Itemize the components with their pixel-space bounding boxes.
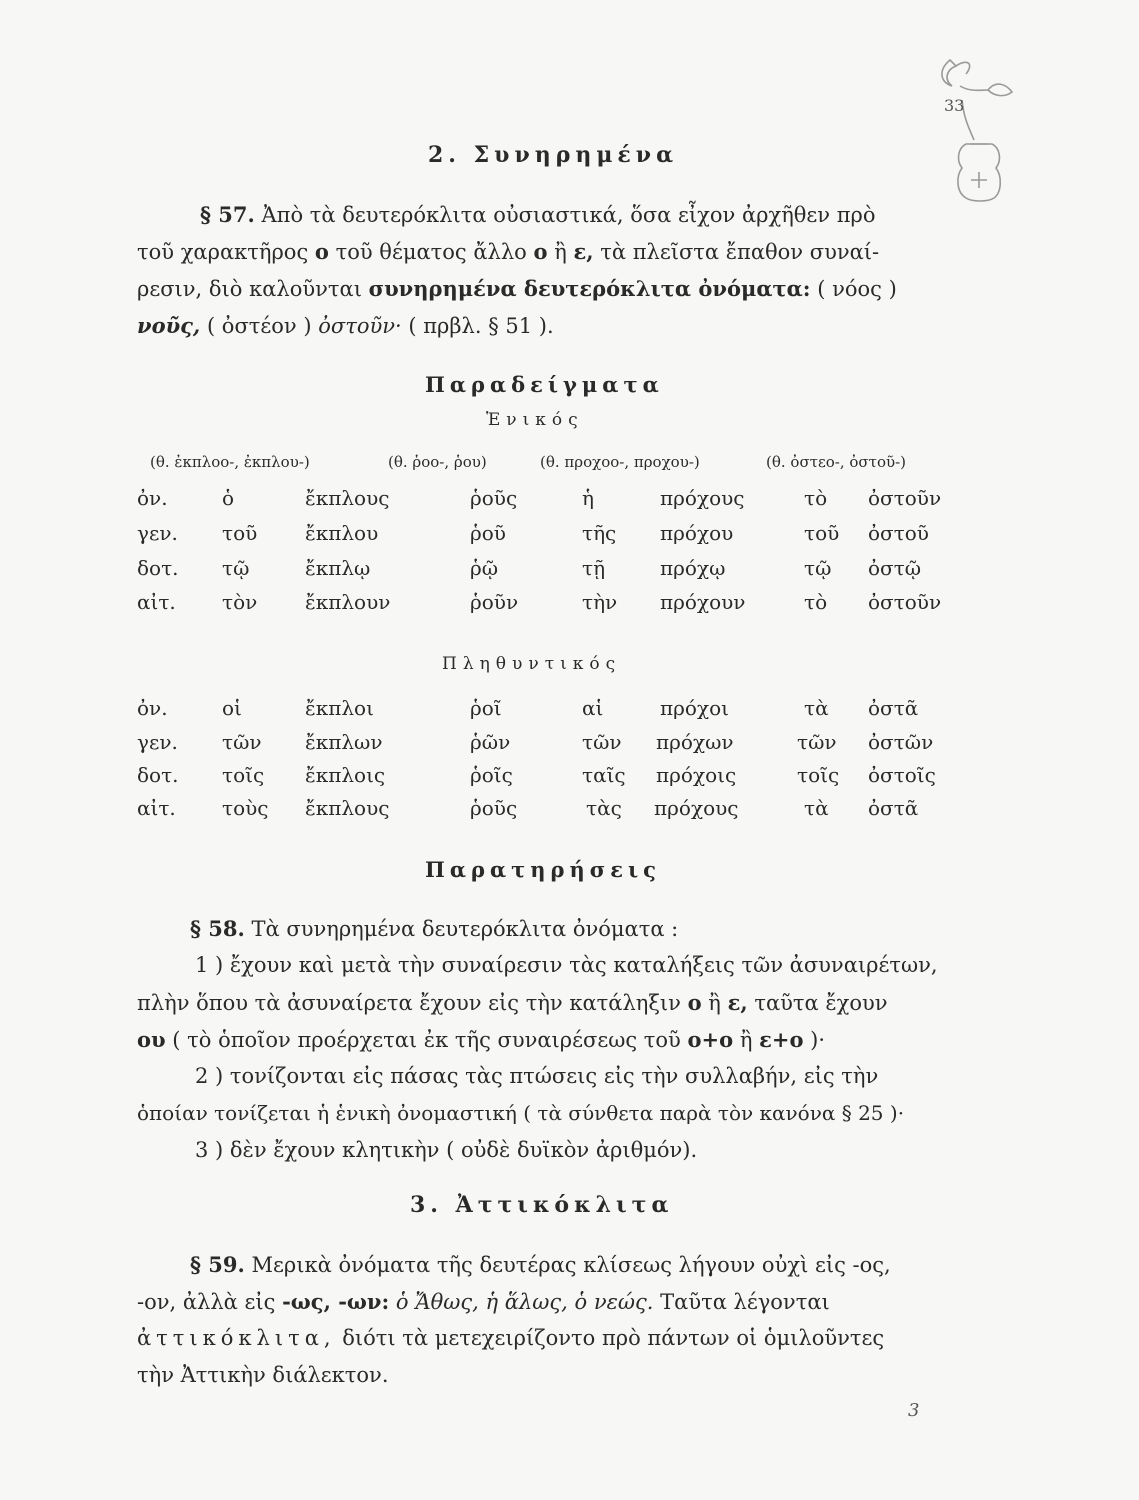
- paragraph-text: ρεσιν, διὸ καλοῦνται: [137, 277, 362, 301]
- paragraph-sign: § 58.: [190, 916, 245, 941]
- table-cell: πρόχοι: [660, 696, 729, 720]
- table-cell: ὀστοῖς: [868, 763, 936, 787]
- paragraph-text: ε,: [573, 239, 594, 264]
- table-cell: τὰ: [804, 696, 829, 720]
- table-cell: τὸν: [222, 590, 258, 614]
- table-cell: αἰτ.: [137, 796, 176, 820]
- table-cell: αἱ: [582, 696, 604, 720]
- remarks-title: Παρατηρήσεις: [425, 857, 661, 882]
- table-cell: ἔκπλου: [305, 521, 379, 545]
- table-cell: τῷ: [804, 556, 832, 580]
- paragraph-text: ο: [533, 239, 548, 264]
- page-number-top: 33: [944, 96, 965, 115]
- table-cell: γεν.: [137, 730, 178, 754]
- table-cell: πρόχουν: [660, 590, 746, 614]
- table-cell: ῥῶν: [470, 730, 511, 754]
- paragraph-text: ( νόος ): [817, 277, 897, 301]
- paragraph-text: ὁ Ἄθως, ἡ ἅλως, ὁ νεώς.: [395, 1290, 654, 1314]
- table-cell: ῥοῦ: [470, 521, 506, 545]
- table-cell: ταῖς: [582, 763, 626, 787]
- table-cell: τὰ: [804, 796, 829, 820]
- table-cell: τῶν: [222, 730, 262, 754]
- table-cell: τῆς: [582, 521, 617, 545]
- paragraph-text: ου: [137, 1027, 166, 1052]
- page-number-bottom: 3: [908, 1400, 920, 1421]
- paragraph-text: Ἀπὸ τὰ δευτερόκλιτα οὐσιαστικά, ὅσα εἶχον ἀρχῆθεν πρὸ: [261, 203, 876, 227]
- table-cell: δοτ.: [137, 556, 179, 580]
- paragraph-text: τοῦ θέματος ἄλλο: [335, 240, 527, 264]
- table-cell: πρόχου: [660, 521, 734, 545]
- paragraph-text: ( τὸ ὁποῖον προέρχεται ἐκ τῆς συναιρέσεως τοῦ: [172, 1028, 681, 1052]
- paragraph-text: -ως, -ων:: [282, 1289, 390, 1314]
- paragraph-text: 3 ) δὲν ἔχουν κλητικὴν ( οὐδὲ δυϊκὸν ἀριθμόν).: [195, 1138, 698, 1162]
- paragraph-text: τὴν Ἀττικὴν διάλεκτον.: [137, 1363, 389, 1387]
- paragraph-text: ο: [687, 990, 702, 1015]
- table-cell: ῥοῖ: [470, 696, 502, 720]
- table-cell: ῥῷ: [470, 556, 499, 580]
- table-cell: ὀστοῦν: [868, 590, 942, 614]
- table-cell: ὀν.: [137, 486, 168, 510]
- paragraph-text: ε,: [727, 990, 748, 1015]
- paragraph-text: ὀστοῦν·: [318, 314, 402, 338]
- table-cell: ὀστοῦ: [868, 521, 929, 545]
- paragraph-text: Τὰ συνηρημένα δευτερόκλιτα ὀνόματα :: [251, 917, 679, 941]
- paragraph-text: ε+ο: [759, 1027, 804, 1052]
- paragraph-text: ταῦτα ἔχουν: [754, 991, 888, 1015]
- table-cell: τῷ: [222, 556, 250, 580]
- paragraph-text: 2 ) τονίζονται εἰς πάσας τὰς πτώσεις εἰς τὴν συλλαβήν, εἰς τὴν: [195, 1064, 879, 1088]
- table-cell: τοῦ: [222, 521, 258, 545]
- paragraph-text: ἢ: [739, 1028, 753, 1052]
- vase-vine-ornament: [900, 40, 1030, 220]
- paragraph-text: συνηρημένα δευτερόκλιτα ὀνόματα:: [368, 276, 811, 301]
- table-cell: αἰτ.: [137, 590, 176, 614]
- section-title-attikoklita: 3. Ἀττικόκλιτα: [410, 1192, 674, 1218]
- paragraph-text: ἢ: [708, 991, 721, 1015]
- table-cell: ἔκπλους: [305, 486, 390, 510]
- table-cell: ῥοῦν: [470, 590, 519, 614]
- paragraph-text: Ταῦτα λέγονται: [660, 1290, 830, 1314]
- table-cell: πρόχοις: [656, 763, 737, 787]
- table-cell: τὸ: [804, 590, 828, 614]
- examples-title: Παραδείγματα: [425, 372, 664, 397]
- paragraph-text: ( πρβλ. § 51 ).: [408, 314, 554, 338]
- stem-label: (θ. προχοο-, προχου-): [540, 453, 700, 471]
- stem-label: (θ. ὀστεο-, ὀστοῦ-): [766, 453, 907, 471]
- table-cell: τοῦ: [804, 521, 840, 545]
- paragraph-text: Μερικὰ ὀνόματα τῆς δευτέρας κλίσεως λήγουν οὐχὶ εἰς -ος,: [251, 1253, 891, 1277]
- table-cell: τῶν: [797, 730, 837, 754]
- plural-title: Πληθυντικός: [442, 654, 622, 674]
- paragraph-text: ἀττικόκλιτα,: [137, 1326, 336, 1350]
- table-cell: ῥοῦς: [470, 486, 518, 510]
- paragraph-text: ο: [314, 239, 329, 264]
- stem-label: (θ. ἐκπλοο-, ἐκπλου-): [150, 453, 310, 471]
- table-cell: ἔκπλῳ: [305, 556, 371, 580]
- paragraph-text: τοῦ χαρακτῆρος: [137, 240, 309, 264]
- paragraph-text: )·: [810, 1028, 826, 1052]
- paragraph-text: ὁποίαν τονίζεται ἡ ἑνικὴ ὀνομαστική ( τὰ σύνθετα παρὰ τὸν κανόνα § 25 )·: [137, 1101, 905, 1125]
- table-cell: οἱ: [222, 696, 242, 720]
- paragraph-text: ο+ο: [687, 1027, 734, 1052]
- table-cell: τοὺς: [222, 796, 269, 820]
- table-cell: ἡ: [582, 486, 594, 510]
- table-cell: ὀν.: [137, 696, 168, 720]
- table-cell: τὰς: [586, 796, 622, 820]
- paragraph-text: διότι τὰ μετεχειρίζοντο πρὸ πάντων οἱ ὁμιλοῦντες: [342, 1326, 885, 1350]
- paragraph-text: νοῦς,: [137, 313, 201, 338]
- table-cell: πρόχῳ: [660, 556, 726, 580]
- table-cell: τοῖς: [797, 763, 840, 787]
- table-cell: τῇ: [582, 556, 606, 580]
- table-cell: ὀστῶν: [868, 730, 934, 754]
- table-cell: γεν.: [137, 521, 178, 545]
- table-cell: ἔκπλους: [305, 796, 390, 820]
- table-cell: ἔκπλοις: [305, 763, 386, 787]
- table-cell: ὀστῷ: [868, 556, 922, 580]
- paragraph-text: πλὴν ὅπου τὰ ἀσυναίρετα ἔχουν εἰς τὴν κατάληξιν: [137, 991, 681, 1015]
- table-cell: ὀστᾶ: [868, 696, 919, 720]
- stem-label: (θ. ῥοο-, ῥου): [388, 453, 487, 471]
- paragraph-text: ἢ: [554, 240, 567, 264]
- section-title-synerimena: 2. Συνηρημένα: [428, 142, 679, 168]
- table-cell: πρόχους: [660, 486, 745, 510]
- table-cell: ἔκπλοι: [305, 696, 374, 720]
- table-cell: ἔκπλουν: [305, 590, 391, 614]
- paragraph-sign: § 57.: [200, 202, 255, 227]
- table-cell: ῥοῦς: [470, 796, 518, 820]
- table-cell: τὴν: [582, 590, 618, 614]
- paragraph-sign: § 59.: [190, 1252, 245, 1277]
- table-cell: τοῖς: [222, 763, 265, 787]
- table-cell: ὁ: [222, 486, 235, 510]
- paragraph-text: -ον, ἀλλὰ εἰς: [137, 1290, 276, 1314]
- paragraph-text: τὰ πλεῖστα ἔπαθον συναί-: [600, 240, 880, 264]
- table-cell: τὸ: [804, 486, 828, 510]
- table-cell: δοτ.: [137, 763, 179, 787]
- table-cell: ὀστᾶ: [868, 796, 919, 820]
- paragraph-text: ( ὀστέον ): [206, 314, 312, 338]
- table-cell: ῥοῖς: [470, 763, 513, 787]
- table-cell: ἔκπλων: [305, 730, 383, 754]
- paragraph-text: 1 ) ἔχουν καὶ μετὰ τὴν συναίρεσιν τὰς καταλήξεις τῶν ἀσυναιρέτων,: [195, 953, 938, 977]
- table-cell: τῶν: [582, 730, 622, 754]
- table-cell: ὀστοῦν: [868, 486, 942, 510]
- singular-title: Ἑνικός: [486, 410, 584, 430]
- table-cell: πρόχων: [656, 730, 734, 754]
- table-cell: πρόχους: [654, 796, 739, 820]
